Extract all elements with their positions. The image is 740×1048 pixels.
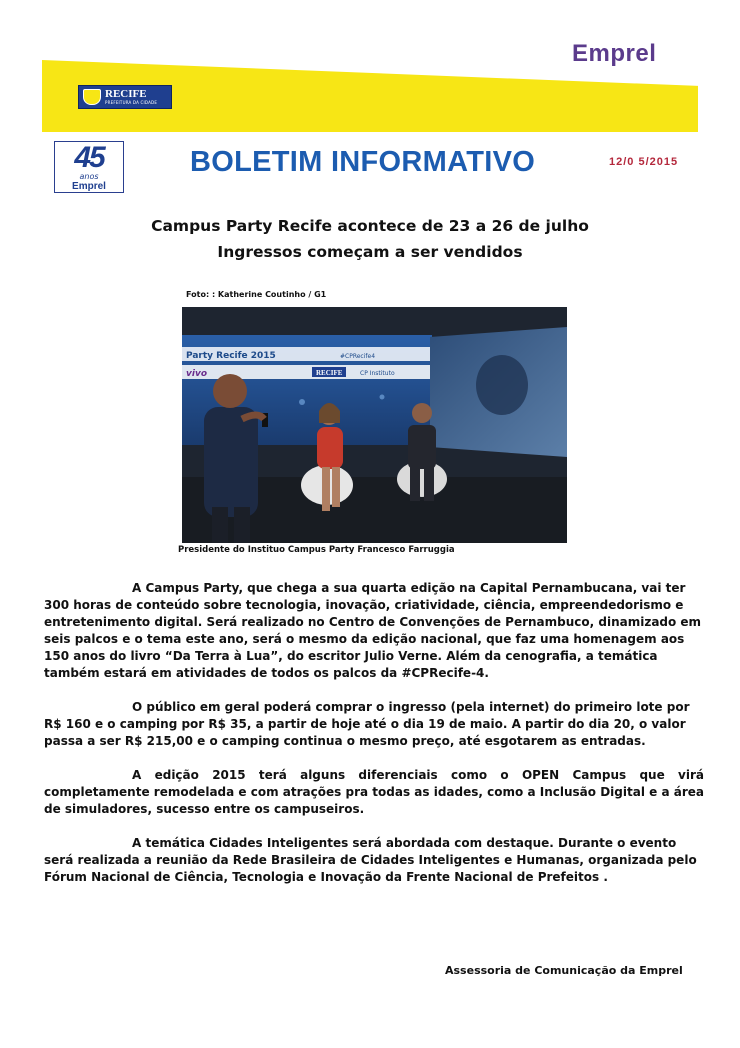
recife-logo-name: RECIFE (105, 88, 147, 100)
headline-line-2: Ingressos começam a ser vendidos (217, 243, 523, 261)
anniversary-number: 45 (74, 141, 104, 174)
anniversary-name: Emprel (72, 181, 106, 192)
photo-sponsor-institute: CP Instituto (360, 370, 395, 377)
recife-logo-text (105, 89, 157, 105)
article-photo (182, 307, 567, 543)
recife-crest-icon (83, 89, 101, 105)
photo-hashtag-text: #CPRecife4 (340, 353, 376, 360)
event-photo-illustration (182, 307, 567, 543)
photo-banner-text: Party Recife 2015 (186, 351, 276, 361)
photo-caption: Presidente do Instituo Campus Party Francesco Farruggia (178, 545, 455, 555)
article-body (44, 580, 704, 903)
anniversary-sub: anos (79, 172, 99, 181)
recife-logo-subtitle: PREFEITURA DA CIDADE (105, 100, 158, 105)
paragraph-1: A Campus Party, que chega a sua quarta edição na Capital Pernambucana, vai ter 300 horas de conteúdo sobre tecnologia, inovação, criatividade, ciência, empreendedorismo e entretenimento digital. Será realizado no Centro de Convenções de Pernambuco, dinamizado em seis palcos e o tema este ano, será o mesmo da edição nacional, que faz uma homenagem aos 150 anos do livro “Da Terra à Lua”, do escritor Julio Verne. Além da cenografia, a temática também estará em atividades de todos os palcos da #CPRecife-4. (44, 581, 702, 680)
paragraph-2: O público em geral poderá comprar o ingresso (pela internet) do primeiro lote por R$ 160 e o camping por R$ 35, a partir de hoje até o dia 19 de maio. A partir do dia 20, o valor passa a ser R$ 215,00 e o camping continua o mesmo preço, até esgotarem as entradas. (44, 700, 690, 748)
paragraph-3: A edição 2015 terá alguns diferenciais como o OPEN Campus que virá completamente remodelada e com atrações pra todas as idades, como a Inclusão Digital e a área de simuladores, sucesso entre os campuseiros. (44, 768, 704, 816)
emprel-brand-logo: Emprel (572, 40, 657, 67)
signature: Assessoria de Comunicação da Emprel (445, 964, 683, 977)
paragraph-4: A temática Cidades Inteligentes será abordada com destaque. Durante o evento será realizada a reunião da Rede Brasileira de Cidades Inteligentes e Humanas, organizada pelo Fórum Nacional de Ciência, Tecnologia e Inovação da Frente Nacional de Prefeitos . (44, 836, 697, 884)
article-headline (100, 213, 640, 265)
headline-line-1: Campus Party Recife acontece de 23 a 26 de julho (151, 217, 589, 235)
bulletin-title: BOLETIM INFORMATIVO (190, 146, 536, 178)
bulletin-date: 12/0 5/2015 (609, 156, 679, 168)
photo-sponsor-vivo: vivo (186, 369, 208, 379)
photo-sponsor-recife: RECIFE (316, 369, 343, 377)
photo-credit: Foto: : Katherine Coutinho / G1 (186, 290, 327, 299)
recife-logo (78, 85, 172, 109)
anniversary-logo (54, 141, 124, 193)
